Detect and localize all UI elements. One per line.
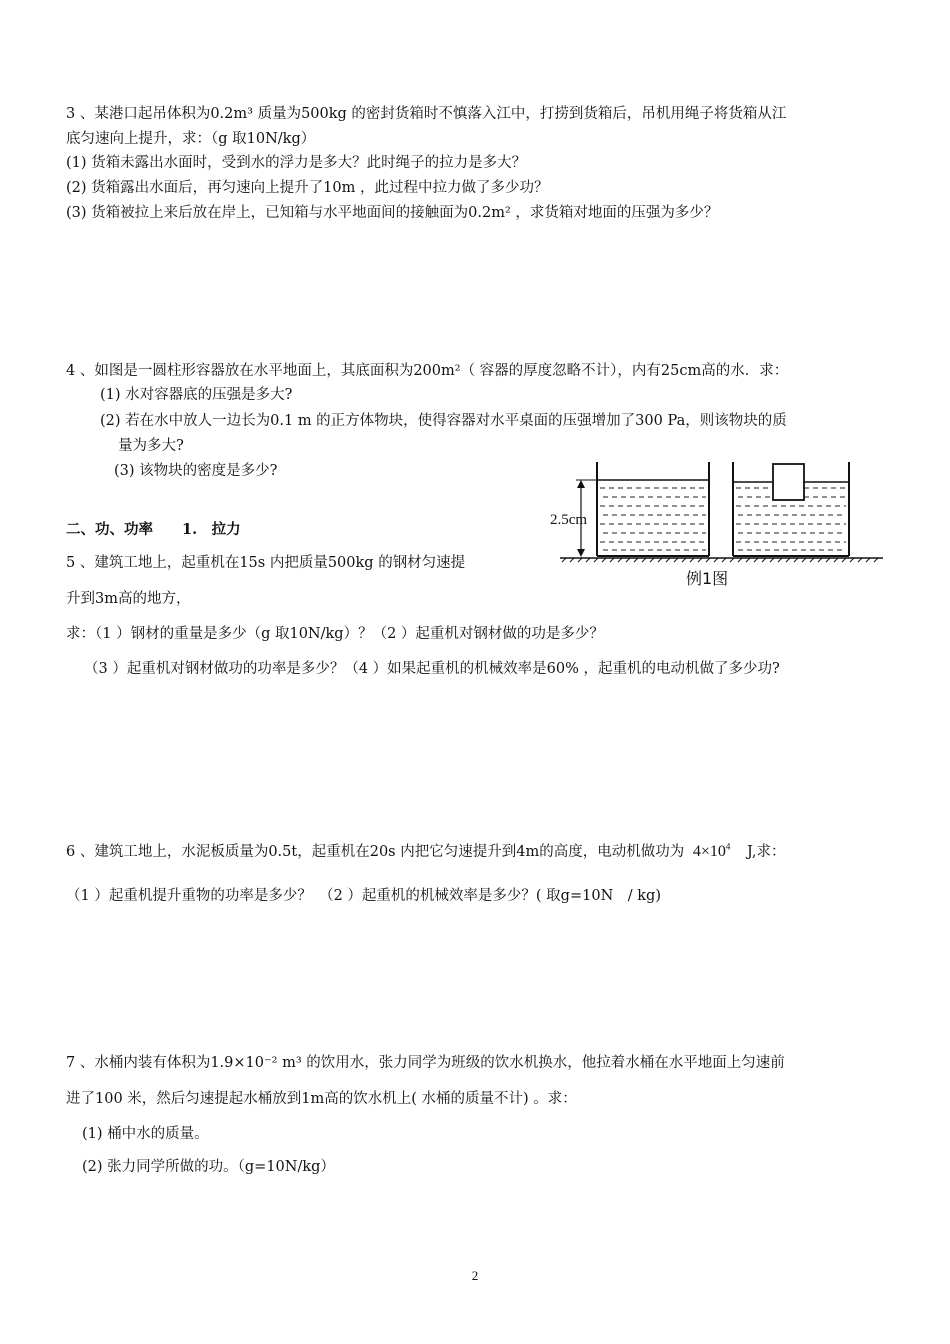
q7-line-1: 7 、水桶内装有体积为1.9×10⁻² m³ 的饮用水，张力同学为班级的饮水机换水，他拉着水桶在水平地面上匀速前 bbox=[66, 1055, 785, 1071]
cube-block bbox=[773, 464, 804, 500]
q4-part-3: (3) 该物块的密度是多少? bbox=[114, 463, 278, 479]
q5-line-1: 5 、建筑工地上，起重机在15s 内把质量500kg 的钢材匀速提 bbox=[66, 555, 466, 571]
q3-part-3: (3) 货箱被拉上来后放在岸上，已知箱与水平地面间的接触面为0.2m² ，求货箱对地面的压强为多少？ bbox=[66, 205, 719, 221]
q6-line-1-end: J,求： bbox=[746, 844, 786, 860]
q5-line-2: 升到3m高的地方， bbox=[66, 591, 191, 607]
q3-line-1: 3 、某港口起吊体积为0.2m³ 质量为500kg 的密封货箱时不慎落入江中，打捞到货箱后，吊机用绳子将货箱从江 bbox=[66, 106, 787, 122]
q6-line-2: （1 ）起重机提升重物的功率是多少？ （2 ）起重机的机械效率是多少？( 取g=10N / kg) bbox=[66, 888, 661, 904]
q5-line-4: （3 ）起重机对钢材做功的功率是多少？（4 ）如果起重机的机械效率是60% ，起重机的电动机做了多少功? bbox=[84, 661, 780, 677]
q4-line-1: 4 、如图是一圆柱形容器放在水平地面上，其底面积为200m²（ 容器的厚度忽略不计），内有25cm高的水．求： bbox=[66, 363, 789, 379]
q4-part-2-cont: 量为多大? bbox=[118, 438, 184, 454]
q6-line-1-text: 6 、建筑工地上，水泥板质量为0.5t，起重机在20s 内把它匀速提升到4m的高度，电动机做功为 bbox=[66, 844, 685, 860]
q3-part-1: (1) 货箱未露出水面时，受到水的浮力是多大？此时绳子的拉力是多大？ bbox=[66, 155, 527, 171]
q4-part-1: (1) 水对容器底的压强是多大? bbox=[100, 387, 293, 403]
container-diagram bbox=[548, 458, 888, 593]
q7-part-1: (1) 桶中水的质量。 bbox=[82, 1126, 209, 1142]
q7-line-2: 进了100 米，然后匀速提起水桶放到1m高的饮水机上( 水桶的质量不计) 。求： bbox=[66, 1091, 577, 1107]
q5-line-3: 求：（1 ）钢材的重量是多少（g 取10N/kg）？（2 ）起重机对钢材做的功是多少？ bbox=[66, 626, 604, 642]
q3-part-2: (2) 货箱露出水面后，再匀速向上提升了10m ，此过程中拉力做了多少功？ bbox=[66, 180, 549, 196]
q6-formula bbox=[693, 843, 731, 860]
height-label: 2.5cm bbox=[550, 512, 588, 528]
q7-part-2: (2) 张力同学所做的功。（g=10N/kg） bbox=[82, 1159, 335, 1175]
page-number: 2 bbox=[471, 1268, 479, 1283]
q6-formula-base: 4×10 bbox=[692, 843, 726, 860]
q6-line-1 bbox=[66, 842, 786, 862]
section-heading: 二、功、功率 1. 拉力 bbox=[66, 521, 241, 538]
q6-formula-exponent: 4 bbox=[725, 841, 731, 852]
figure-caption: 例1图 bbox=[686, 569, 729, 588]
container-figure bbox=[548, 458, 888, 593]
q3-line-2: 底匀速向上提升，求：（g 取10N/kg） bbox=[66, 131, 316, 147]
q4-part-2: (2) 若在水中放人一边长为0.1 m 的正方体物块，使得容器对水平桌面的压强增加了300 Pa，则该物块的质 bbox=[100, 413, 787, 429]
